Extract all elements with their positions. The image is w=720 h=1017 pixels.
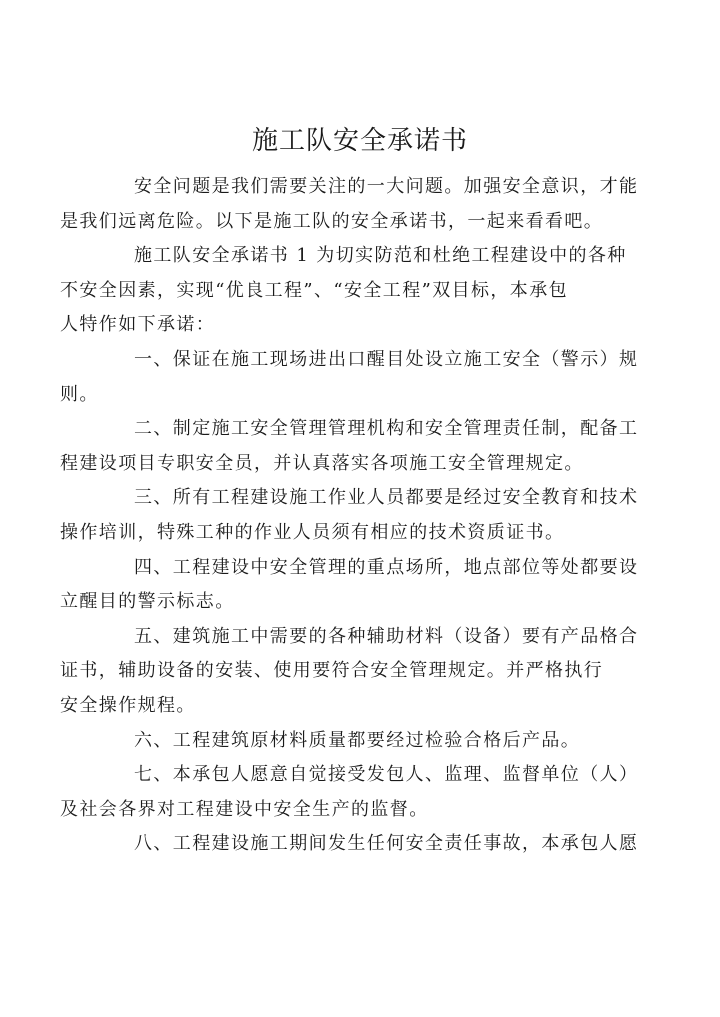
paragraph-line: 六、工程建筑原材料质量都要经过检验合格后产品。: [134, 729, 581, 751]
paragraph-item-7: [60, 758, 639, 827]
paragraph-line: 三、所有工程建设施工作业人员都要是经过安全教育和技术: [134, 487, 639, 509]
paragraph-line: 是我们远离危险。以下是施工队的安全承诺书，一起来看看吧。: [60, 210, 604, 232]
document-body: [60, 170, 639, 862]
paragraph-line: 四、工程建设中安全管理的重点场所，地点部位等处都要设: [134, 556, 639, 578]
paragraph-intro: [60, 170, 639, 239]
paragraph-line: 二、制定施工安全管理管理机构和安全管理责任制，配备工: [134, 418, 639, 440]
paragraph-line: 人特作如下承诺：: [60, 314, 216, 336]
paragraph-line: 立醒目的警示标志。: [60, 591, 235, 613]
paragraph-line: 不安全因素，实现“优良工程”、“安全工程”双目标，本承包: [60, 279, 569, 301]
paragraph-line: 施工队安全承诺书 1 为切实防范和杜绝工程建设中的各种: [134, 245, 627, 267]
paragraph-item-2: [60, 412, 639, 481]
paragraph-item-4: [60, 551, 639, 620]
paragraph-line: 则。: [60, 383, 99, 405]
paragraph-line: 安全操作规程。: [60, 694, 196, 716]
paragraph-item-5: [60, 620, 639, 724]
paragraph-line: 及社会各界对工程建设中安全生产的监督。: [60, 798, 429, 820]
paragraph-item-6: [97, 724, 639, 759]
paragraph-line: 五、建筑施工中需要的各种辅助材料（设备）要有产品格合: [134, 625, 639, 647]
paragraph-line: 七、本承包人愿意自觉接受发包人、监理、监督单位（人）: [134, 764, 639, 786]
document-title: 施工队安全承诺书: [251, 126, 468, 156]
paragraph-item-8: [97, 827, 639, 862]
paragraph-line: 八、工程建设施工期间发生任何安全责任事故，本承包人愿: [134, 833, 639, 855]
paragraph-item-3: [60, 481, 639, 550]
paragraph-line: 程建设项目专职安全员，并认真落实各项施工安全管理规定。: [60, 452, 584, 474]
paragraph-line: 操作培训，特殊工种的作业人员须有相应的技术资质证书。: [60, 521, 565, 543]
paragraph-line: 证书，辅助设备的安装、使用要符合安全管理规定。并严格执行: [60, 660, 604, 682]
paragraph-item-1: [60, 343, 639, 412]
paragraph-line: 安全问题是我们需要关注的一大问题。加强安全意识，才能: [134, 176, 639, 197]
paragraph-line: 一、保证在施工现场进出口醒目处设立施工安全（警示）规: [134, 348, 639, 370]
paragraph-heading-1: [60, 239, 639, 343]
